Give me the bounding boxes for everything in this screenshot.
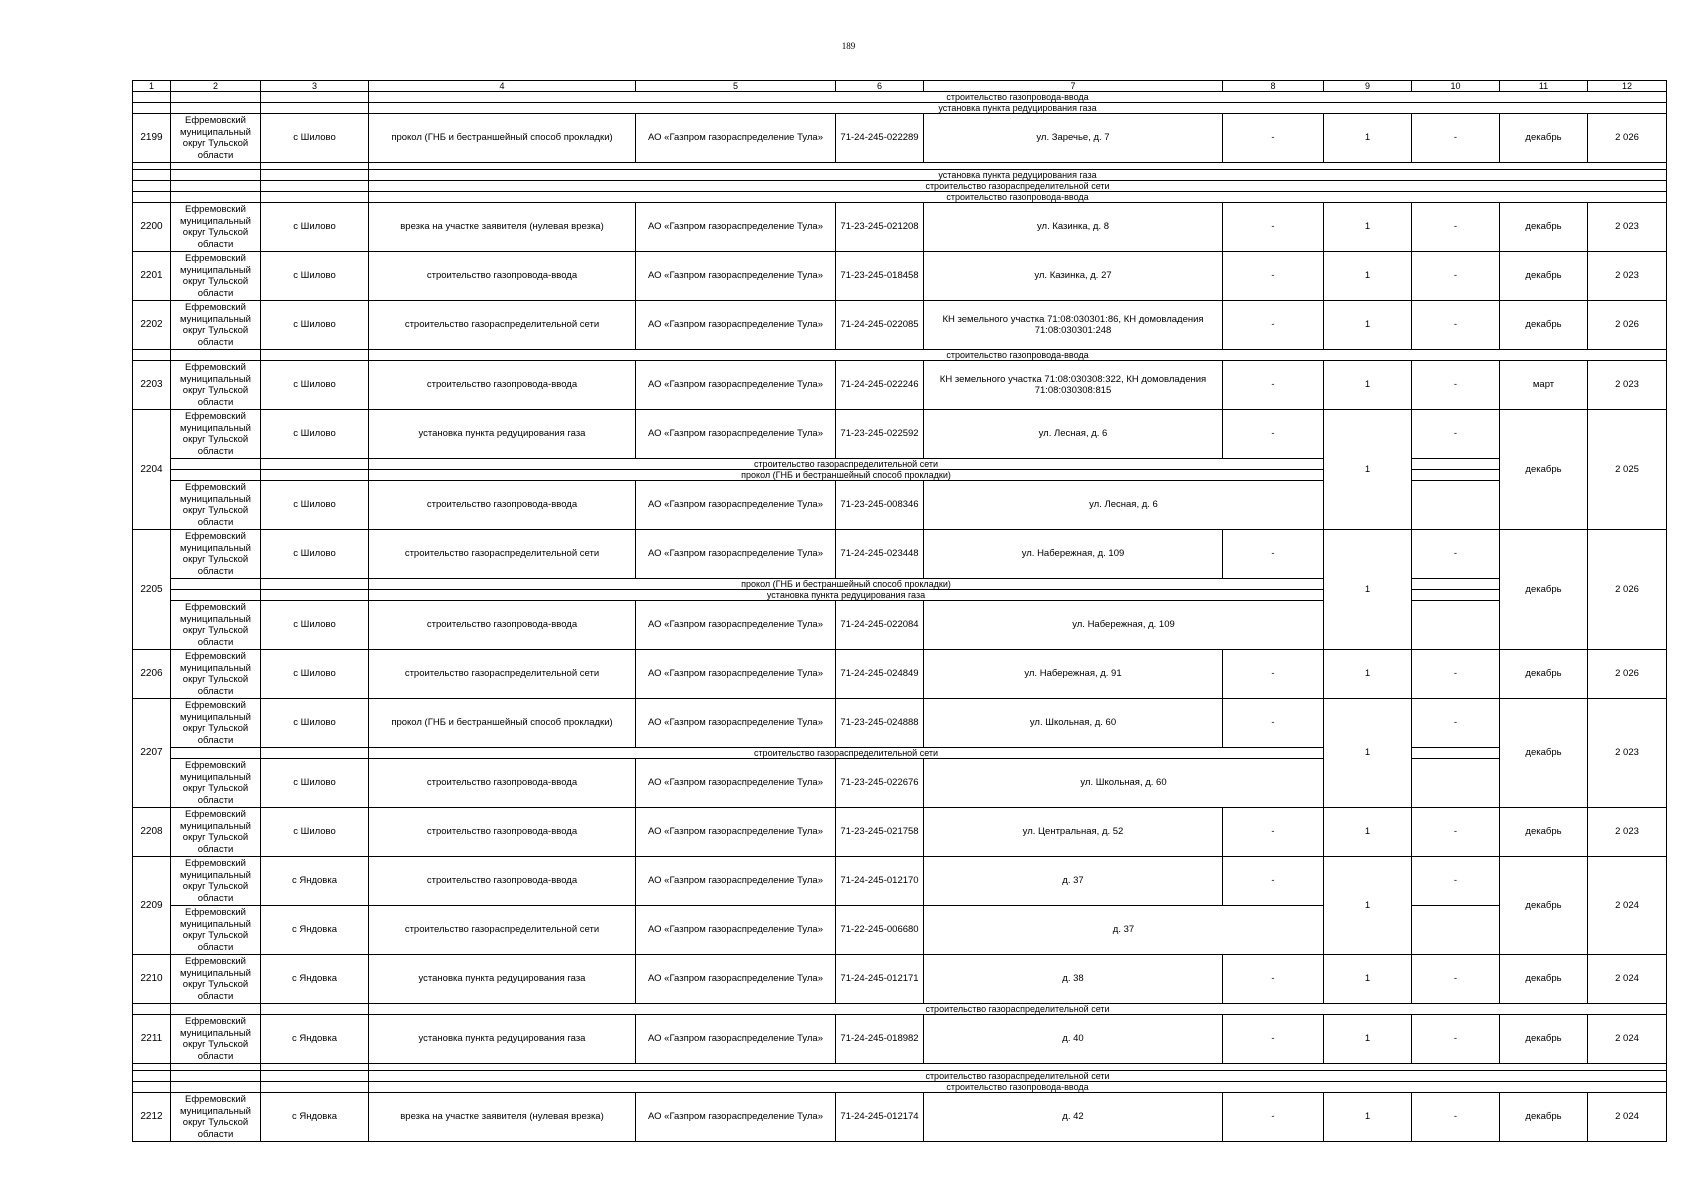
header-cell: 4 xyxy=(369,81,636,92)
row-number: 2207 xyxy=(133,699,171,808)
work-type-cell: установка пункта редуцирования газа xyxy=(369,955,636,1004)
district-cell: Ефремовский муниципальный округ Тульской области xyxy=(171,410,261,459)
district-cell: Ефремовский муниципальный округ Тульской области xyxy=(171,699,261,748)
subwork-row xyxy=(133,192,1667,203)
col9-cell: 1 xyxy=(1324,699,1412,808)
address-cell: д. 37 xyxy=(924,906,1324,955)
code-cell: 71-23-245-021758 xyxy=(836,808,924,857)
table-row xyxy=(133,808,1667,857)
code-cell: 71-24-245-018982 xyxy=(836,1015,924,1064)
month-cell: декабрь xyxy=(1500,650,1588,699)
district-cell: Ефремовский муниципальный округ Тульской области xyxy=(171,650,261,699)
row-number: 2208 xyxy=(133,808,171,857)
col9-cell: 1 xyxy=(1324,410,1412,530)
work-type-cell: прокол (ГНБ и бестраншейный способ прокладки) xyxy=(369,114,636,163)
header-cell: 1 xyxy=(133,81,171,92)
subwork-row xyxy=(133,590,1667,601)
subwork-label: прокол (ГНБ и бестраншейный способ прокладки) xyxy=(369,470,1324,481)
col9-cell: 1 xyxy=(1324,650,1412,699)
subwork-label: строительство газораспределительной сети xyxy=(369,1071,1667,1082)
header-row xyxy=(133,81,1667,92)
settlement-cell: с Яндовка xyxy=(261,906,369,955)
subwork-row xyxy=(133,181,1667,192)
work-type-cell: строительство газораспределительной сети xyxy=(369,301,636,350)
settlement-cell: с Шилово xyxy=(261,481,369,530)
org-cell: АО «Газпром газораспределение Тула» xyxy=(636,252,836,301)
col10-cell: - xyxy=(1412,857,1500,906)
col8-cell: - xyxy=(1223,203,1324,252)
subwork-label: строительство газораспределительной сети xyxy=(369,459,1324,470)
org-cell: АО «Газпром газораспределение Тула» xyxy=(636,759,836,808)
work-type-cell: строительство газопровода-ввода xyxy=(369,481,636,530)
address-cell: КН земельного участка 71:08:030301:86, КН домовладения 71:08:030301:248 xyxy=(924,301,1223,350)
gas-works-table xyxy=(132,80,1667,1142)
subwork-row xyxy=(133,748,1667,759)
settlement-cell: с Шилово xyxy=(261,114,369,163)
district-cell: Ефремовский муниципальный округ Тульской области xyxy=(171,955,261,1004)
year-cell: 2 026 xyxy=(1588,530,1667,650)
org-cell: АО «Газпром газораспределение Тула» xyxy=(636,301,836,350)
table-row xyxy=(133,301,1667,350)
org-cell: АО «Газпром газораспределение Тула» xyxy=(636,114,836,163)
work-type-cell: строительство газораспределительной сети xyxy=(369,906,636,955)
subwork-label: строительство газораспределительной сети xyxy=(369,181,1667,192)
code-cell: 71-22-245-006680 xyxy=(836,906,924,955)
subwork-row xyxy=(133,459,1667,470)
org-cell: АО «Газпром газораспределение Тула» xyxy=(636,530,836,579)
subwork-label: установка пункта редуцирования газа xyxy=(369,170,1667,181)
col10-cell: - xyxy=(1412,955,1500,1004)
subwork-label: строительство газопровода-ввода xyxy=(369,350,1667,361)
address-cell: ул. Казинка, д. 27 xyxy=(924,252,1223,301)
org-cell: АО «Газпром газораспределение Тула» xyxy=(636,1015,836,1064)
col8-cell: - xyxy=(1223,410,1324,459)
org-cell: АО «Газпром газораспределение Тула» xyxy=(636,857,836,906)
code-cell: 71-23-245-008346 xyxy=(836,481,924,530)
district-cell: Ефремовский муниципальный округ Тульской области xyxy=(171,361,261,410)
org-cell: АО «Газпром газораспределение Тула» xyxy=(636,203,836,252)
district-cell: Ефремовский муниципальный округ Тульской области xyxy=(171,481,261,530)
work-type-cell: прокол (ГНБ и бестраншейный способ прокладки) xyxy=(369,699,636,748)
district-cell: Ефремовский муниципальный округ Тульской области xyxy=(171,857,261,906)
col8-cell: - xyxy=(1223,301,1324,350)
settlement-cell: с Яндовка xyxy=(261,857,369,906)
year-cell: 2 023 xyxy=(1588,699,1667,808)
col8-cell: - xyxy=(1223,530,1324,579)
month-cell: декабрь xyxy=(1500,857,1588,955)
subwork-row xyxy=(133,1082,1667,1093)
col10-cell: - xyxy=(1412,252,1500,301)
col9-cell: 1 xyxy=(1324,955,1412,1004)
year-cell: 2 024 xyxy=(1588,1093,1667,1142)
header-cell: 8 xyxy=(1223,81,1324,92)
org-cell: АО «Газпром газораспределение Тула» xyxy=(636,650,836,699)
page-number: 189 xyxy=(841,41,856,51)
row-number: 2212 xyxy=(133,1093,171,1142)
code-cell: 71-23-245-022592 xyxy=(836,410,924,459)
subwork-row xyxy=(133,170,1667,181)
code-cell: 71-24-245-012170 xyxy=(836,857,924,906)
district-cell: Ефремовский муниципальный округ Тульской области xyxy=(171,203,261,252)
col9-cell: 1 xyxy=(1324,808,1412,857)
row-number: 2199 xyxy=(133,114,171,163)
settlement-cell: с Шилово xyxy=(261,530,369,579)
month-cell: декабрь xyxy=(1500,530,1588,650)
subwork-label: строительство газопровода-ввода xyxy=(369,92,1667,103)
subwork-label: строительство газораспределительной сети xyxy=(369,748,1324,759)
header-cell: 9 xyxy=(1324,81,1412,92)
header-cell: 11 xyxy=(1500,81,1588,92)
district-cell: Ефремовский муниципальный округ Тульской области xyxy=(171,601,261,650)
code-cell: 71-24-245-022085 xyxy=(836,301,924,350)
table-row xyxy=(133,1093,1667,1142)
district-cell: Ефремовский муниципальный округ Тульской области xyxy=(171,759,261,808)
org-cell: АО «Газпром газораспределение Тула» xyxy=(636,361,836,410)
col8-cell: - xyxy=(1223,1015,1324,1064)
col10-cell: - xyxy=(1412,808,1500,857)
row-number: 2205 xyxy=(133,530,171,650)
settlement-cell: с Шилово xyxy=(261,410,369,459)
col9-cell: 1 xyxy=(1324,114,1412,163)
year-cell: 2 026 xyxy=(1588,650,1667,699)
col10-cell: - xyxy=(1412,361,1500,410)
table-row xyxy=(133,759,1667,808)
work-type-cell: строительство газопровода-ввода xyxy=(369,857,636,906)
address-cell: ул. Казинка, д. 8 xyxy=(924,203,1223,252)
subwork-row xyxy=(133,579,1667,590)
table-row xyxy=(133,203,1667,252)
subwork-row xyxy=(133,470,1667,481)
work-type-cell: установка пункта редуцирования газа xyxy=(369,1015,636,1064)
spacer-row xyxy=(133,163,1667,170)
org-cell: АО «Газпром газораспределение Тула» xyxy=(636,808,836,857)
table-row xyxy=(133,481,1667,530)
table-row xyxy=(133,361,1667,410)
month-cell: декабрь xyxy=(1500,1015,1588,1064)
subwork-label: установка пункта редуцирования газа xyxy=(369,590,1324,601)
address-cell: д. 40 xyxy=(924,1015,1223,1064)
address-cell: ул. Центральная, д. 52 xyxy=(924,808,1223,857)
org-cell: АО «Газпром газораспределение Тула» xyxy=(636,699,836,748)
col9-cell: 1 xyxy=(1324,361,1412,410)
subwork-label: строительство газопровода-ввода xyxy=(369,1082,1667,1093)
district-cell: Ефремовский муниципальный округ Тульской области xyxy=(171,530,261,579)
work-type-cell: строительство газопровода-ввода xyxy=(369,808,636,857)
subwork-row xyxy=(133,92,1667,103)
table-row xyxy=(133,650,1667,699)
settlement-cell: с Шилово xyxy=(261,361,369,410)
col10-cell: - xyxy=(1412,650,1500,699)
row-number: 2203 xyxy=(133,361,171,410)
col10-cell: - xyxy=(1412,410,1500,459)
col8-cell: - xyxy=(1223,1093,1324,1142)
table-row xyxy=(133,699,1667,748)
code-cell: 71-23-245-022676 xyxy=(836,759,924,808)
subwork-label: установка пункта редуцирования газа xyxy=(369,103,1667,114)
header-cell: 2 xyxy=(171,81,261,92)
settlement-cell: с Шилово xyxy=(261,808,369,857)
col8-cell: - xyxy=(1223,252,1324,301)
code-cell: 71-24-245-022084 xyxy=(836,601,924,650)
table-row xyxy=(133,1015,1667,1064)
code-cell: 71-24-245-012171 xyxy=(836,955,924,1004)
work-type-cell: строительство газопровода-ввода xyxy=(369,601,636,650)
work-type-cell: строительство газопровода-ввода xyxy=(369,252,636,301)
code-cell: 71-24-245-024849 xyxy=(836,650,924,699)
year-cell: 2 026 xyxy=(1588,114,1667,163)
address-cell: КН земельного участка 71:08:030308:322, КН домовладения 71:08:030308:815 xyxy=(924,361,1223,410)
col8-cell: - xyxy=(1223,114,1324,163)
col9-cell: 1 xyxy=(1324,1015,1412,1064)
col8-cell: - xyxy=(1223,955,1324,1004)
code-cell: 71-24-245-012174 xyxy=(836,1093,924,1142)
year-cell: 2 024 xyxy=(1588,955,1667,1004)
settlement-cell: с Шилово xyxy=(261,699,369,748)
row-number: 2211 xyxy=(133,1015,171,1064)
work-type-cell: строительство газопровода-ввода xyxy=(369,759,636,808)
org-cell: АО «Газпром газораспределение Тула» xyxy=(636,1093,836,1142)
org-cell: АО «Газпром газораспределение Тула» xyxy=(636,410,836,459)
code-cell: 71-23-245-024888 xyxy=(836,699,924,748)
table-row xyxy=(133,252,1667,301)
row-number: 2206 xyxy=(133,650,171,699)
col8-cell: - xyxy=(1223,857,1324,906)
month-cell: декабрь xyxy=(1500,410,1588,530)
month-cell: декабрь xyxy=(1500,699,1588,808)
address-cell: ул. Школьная, д. 60 xyxy=(924,759,1324,808)
work-type-cell: установка пункта редуцирования газа xyxy=(369,410,636,459)
col10-cell: - xyxy=(1412,301,1500,350)
subwork-row xyxy=(133,1004,1667,1015)
col10-cell: - xyxy=(1412,530,1500,579)
address-cell: ул. Заречье, д. 7 xyxy=(924,114,1223,163)
month-cell: декабрь xyxy=(1500,114,1588,163)
spacer-row xyxy=(133,1064,1667,1071)
district-cell: Ефремовский муниципальный округ Тульской области xyxy=(171,301,261,350)
table-row xyxy=(133,857,1667,906)
code-cell: 71-23-245-021208 xyxy=(836,203,924,252)
table-row xyxy=(133,906,1667,955)
month-cell: декабрь xyxy=(1500,808,1588,857)
header-cell: 5 xyxy=(636,81,836,92)
subwork-label: прокол (ГНБ и бестраншейный способ прокладки) xyxy=(369,579,1324,590)
table-row xyxy=(133,410,1667,459)
month-cell: декабрь xyxy=(1500,301,1588,350)
header-cell: 10 xyxy=(1412,81,1500,92)
header-cell: 7 xyxy=(924,81,1223,92)
settlement-cell: с Шилово xyxy=(261,301,369,350)
district-cell: Ефремовский муниципальный округ Тульской области xyxy=(171,252,261,301)
subwork-label: строительство газораспределительной сети xyxy=(369,1004,1667,1015)
row-number: 2202 xyxy=(133,301,171,350)
address-cell: ул. Набережная, д. 109 xyxy=(924,601,1324,650)
settlement-cell: с Яндовка xyxy=(261,955,369,1004)
col8-cell: - xyxy=(1223,650,1324,699)
settlement-cell: с Яндовка xyxy=(261,1015,369,1064)
org-cell: АО «Газпром газораспределение Тула» xyxy=(636,906,836,955)
col9-cell: 1 xyxy=(1324,203,1412,252)
header-cell: 6 xyxy=(836,81,924,92)
district-cell: Ефремовский муниципальный округ Тульской области xyxy=(171,906,261,955)
work-type-cell: врезка на участке заявителя (нулевая врезка) xyxy=(369,203,636,252)
work-type-cell: врезка на участке заявителя (нулевая врезка) xyxy=(369,1093,636,1142)
settlement-cell: с Яндовка xyxy=(261,1093,369,1142)
table-row xyxy=(133,114,1667,163)
subwork-row xyxy=(133,103,1667,114)
work-type-cell: строительство газораспределительной сети xyxy=(369,650,636,699)
col9-cell: 1 xyxy=(1324,301,1412,350)
code-cell: 71-24-245-023448 xyxy=(836,530,924,579)
month-cell: декабрь xyxy=(1500,203,1588,252)
year-cell: 2 023 xyxy=(1588,361,1667,410)
row-number: 2200 xyxy=(133,203,171,252)
col10-cell: - xyxy=(1412,114,1500,163)
subwork-row xyxy=(133,1071,1667,1082)
col10-cell: - xyxy=(1412,203,1500,252)
row-number: 2210 xyxy=(133,955,171,1004)
header-cell: 3 xyxy=(261,81,369,92)
year-cell: 2 024 xyxy=(1588,857,1667,955)
work-type-cell: строительство газораспределительной сети xyxy=(369,530,636,579)
col9-cell: 1 xyxy=(1324,857,1412,955)
district-cell: Ефремовский муниципальный округ Тульской области xyxy=(171,1015,261,1064)
settlement-cell: с Шилово xyxy=(261,759,369,808)
code-cell: 71-24-245-022289 xyxy=(836,114,924,163)
row-number: 2201 xyxy=(133,252,171,301)
address-cell: д. 38 xyxy=(924,955,1223,1004)
col8-cell: - xyxy=(1223,808,1324,857)
code-cell: 71-24-245-022246 xyxy=(836,361,924,410)
col10-cell: - xyxy=(1412,1093,1500,1142)
year-cell: 2 023 xyxy=(1588,203,1667,252)
month-cell: март xyxy=(1500,361,1588,410)
district-cell: Ефремовский муниципальный округ Тульской области xyxy=(171,114,261,163)
col9-cell: 1 xyxy=(1324,530,1412,650)
org-cell: АО «Газпром газораспределение Тула» xyxy=(636,481,836,530)
month-cell: декабрь xyxy=(1500,252,1588,301)
address-cell: д. 42 xyxy=(924,1093,1223,1142)
col8-cell: - xyxy=(1223,699,1324,748)
settlement-cell: с Шилово xyxy=(261,650,369,699)
col10-cell: - xyxy=(1412,1015,1500,1064)
year-cell: 2 026 xyxy=(1588,301,1667,350)
row-number: 2209 xyxy=(133,857,171,955)
address-cell: ул. Набережная, д. 91 xyxy=(924,650,1223,699)
address-cell: ул. Школьная, д. 60 xyxy=(924,699,1223,748)
table-row xyxy=(133,530,1667,579)
subwork-label: строительство газопровода-ввода xyxy=(369,192,1667,203)
settlement-cell: с Шилово xyxy=(261,252,369,301)
header-cell: 12 xyxy=(1588,81,1667,92)
year-cell: 2 025 xyxy=(1588,410,1667,530)
row-number: 2204 xyxy=(133,410,171,530)
district-cell: Ефремовский муниципальный округ Тульской области xyxy=(171,808,261,857)
subwork-row xyxy=(133,350,1667,361)
address-cell: ул. Лесная, д. 6 xyxy=(924,481,1324,530)
col10-cell: - xyxy=(1412,699,1500,748)
settlement-cell: с Шилово xyxy=(261,601,369,650)
address-cell: ул. Лесная, д. 6 xyxy=(924,410,1223,459)
code-cell: 71-23-245-018458 xyxy=(836,252,924,301)
year-cell: 2 023 xyxy=(1588,808,1667,857)
col8-cell: - xyxy=(1223,361,1324,410)
col9-cell: 1 xyxy=(1324,252,1412,301)
year-cell: 2 023 xyxy=(1588,252,1667,301)
org-cell: АО «Газпром газораспределение Тула» xyxy=(636,601,836,650)
settlement-cell: с Шилово xyxy=(261,203,369,252)
table-row xyxy=(133,955,1667,1004)
address-cell: д. 37 xyxy=(924,857,1223,906)
work-type-cell: строительство газопровода-ввода xyxy=(369,361,636,410)
table-row xyxy=(133,601,1667,650)
year-cell: 2 024 xyxy=(1588,1015,1667,1064)
district-cell: Ефремовский муниципальный округ Тульской области xyxy=(171,1093,261,1142)
col9-cell: 1 xyxy=(1324,1093,1412,1142)
month-cell: декабрь xyxy=(1500,955,1588,1004)
address-cell: ул. Набережная, д. 109 xyxy=(924,530,1223,579)
org-cell: АО «Газпром газораспределение Тула» xyxy=(636,955,836,1004)
month-cell: декабрь xyxy=(1500,1093,1588,1142)
